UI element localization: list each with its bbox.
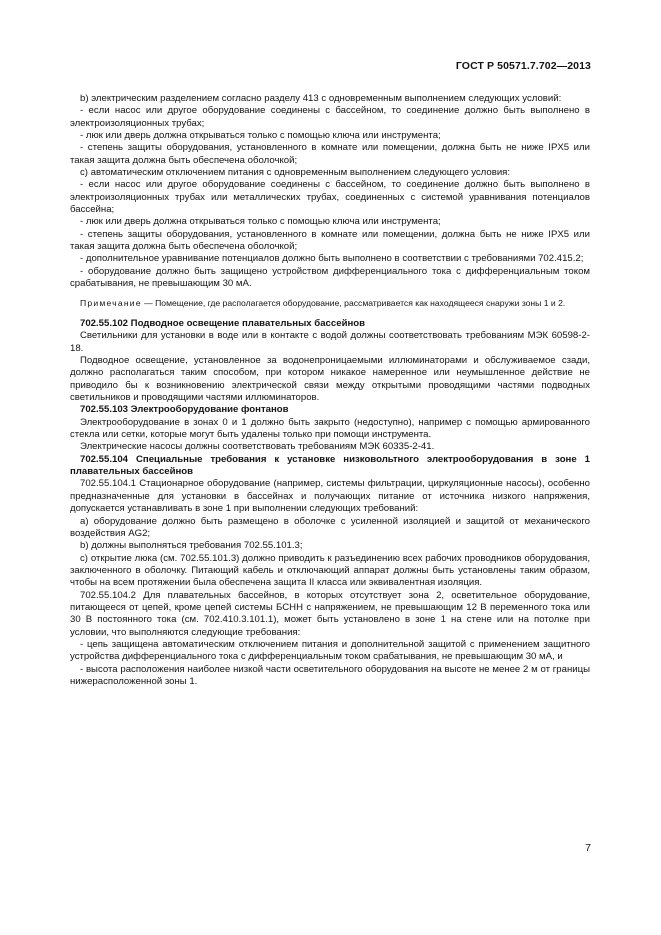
paragraph: a) оборудование должно быть размещено в оболочке с усиленной изоляцией и защитой от механического воздействия AG2; [70,515,590,539]
paragraph: - высота расположения наиболее низкой части осветительного оборудования на высоте не менее 2 м от границы нижерасположенной зоны 1. [70,663,590,687]
note [70,298,590,310]
section-heading: 702.55.104 Специальные требования к установке низковольтного электрооборудования в зоне 1 плавательных бассейнов [70,453,590,478]
paragraph: c) открытие люка (см. 702.55.101.3) должно приводить к разъединению всех рабочих проводников оборудования, заключенного в оболочку. Питающий кабель и отключающий аппарат должны быть установлены таким образом, чтобы на всем протяжении была обеспечена защита II класса или эквивалентная изоляция. [70,552,590,589]
paragraph: 702.55.104.1 Стационарное оборудование (например, системы фильтрации, циркуляционные насосы), особенно предназначенные для установки в бассейнах и получающих питание от источника низкого напряжения, допускается устанавливать в зоне 1 при выполнении следующих требований: [70,478,590,515]
paragraph: - степень защиты оборудования, установленного в комнате или помещении, должна быть не ниже IPX5 или такая защита должна быть обеспечена оболочкой; [70,142,590,166]
note-text: Помещение, где располагается оборудование, рассматривается как находящееся снаружи зоны 1 и 2. [155,297,566,308]
paragraph: - если насос или другое оборудование соединены с бассейном, то соединение должно быть выполнено в электроизоляционных трубах; [70,105,590,129]
paragraph: Электрические насосы должны соответствовать требованиям МЭК 60335-2-41. [80,441,435,453]
paragraph: - степень защиты оборудования, установленного в комнате или помещении, должна быть не ниже IPX5 или такая защита должна быть обеспечена оболочкой; [70,228,590,253]
paragraph: - дополнительное уравнивание потенциалов должно быть выполнено в соответствии с требованиями 702.415.2; [80,253,584,265]
note-label: Примечание [80,297,142,308]
paragraph: - люк или дверь должна открываться только с помощью ключа или инструмента; [80,216,441,228]
paragraph: Подводное освещение, установленное за водонепроницаемыми иллюминаторами и обслуживаемое сзади, должно располагаться таким способом, при котором никакое намеренное или неумышленное действие не приводило бы к возникновению электрической связи между открытыми проводящими частями подводных светильников и проводящими частями иллюминаторов. [70,355,590,404]
paragraph: - если насос или другое оборудование соединены с бассейном, то соединение должно быть выполнено в электроизоляционных трубах или металлических трубах, соединенных с системой уравнивания потенциалов бассейна; [70,179,590,216]
paragraph: Электрооборудование в зонах 0 и 1 должно быть закрыто (недоступно), например с помощью армированного стекла или сетки, которые могут быть удалены только при помощи инструмента. [70,416,590,441]
section-heading: 702.55.103 Электрооборудование фонтанов [80,404,289,416]
page-number: 7 [585,842,591,854]
page-body [70,93,590,688]
paragraph: b) должны выполняться требования 702.55.101.3; [80,540,303,552]
paragraph: b) электрическим разделением согласно разделу 413 с одновременным выполнением следующих условий: [80,93,562,104]
paragraph: - оборудование должно быть защищено устройством дифференциального тока с дифференциальным током срабатывания, не превышающим 30 мА. [70,265,590,290]
paragraph: Светильники для установки в воде или в контакте с водой должны соответствовать требованиям МЭК 60598-2-18. [70,330,590,354]
paragraph: - цепь защищена автоматическим отключением питания и дополнительной защитой с применением защитного устройства дифференциального тока с дифференциальным током срабатывания, не превышающим 30 мА, и [70,638,590,663]
note-dash: — [141,297,156,308]
standard-code-header: ГОСТ Р 50571.7.702—2013 [455,60,591,72]
paragraph: - люк или дверь должна открываться только с помощью ключа или инструмента; [80,130,441,142]
paragraph: c) автоматическим отключением питания с одновременным выполнением следующего условия: [80,167,511,179]
paragraph: 702.55.104.2 Для плавательных бассейнов, в которых отсутствует зона 2, осветительное оборудование, питающееся от цепей, кроме цепей системы БСНН с напряжением, не превышающим 12 В переменного тока или 30 В постоянного тока (см. 702.410.3.101.1), может быть установлено в зоне 1 на стене или на потолке при условии, что выполняются следующие требования: [70,589,590,638]
section-heading: 702.55.102 Подводное освещение плавательных бассейнов [80,318,366,329]
